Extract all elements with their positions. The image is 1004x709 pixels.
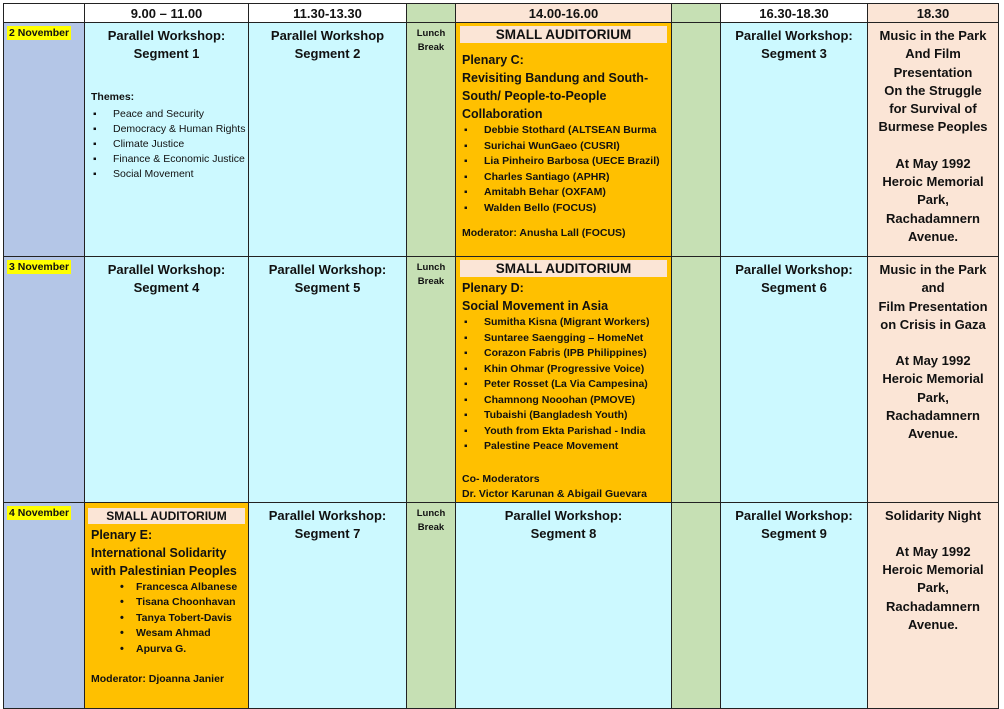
venue-line: At May 1992 — [895, 543, 971, 559]
venue-line: Heroic Memorial — [882, 371, 984, 387]
theme-item: ▪ Climate Justice — [113, 137, 248, 152]
speaker-item: ▪ Surichai WunGaeo (CUSRI) — [484, 139, 671, 155]
day-row-1 — [4, 23, 999, 257]
theme-item: ▪ Finance & Economic Justice — [113, 152, 248, 167]
day-row-2 — [4, 257, 999, 503]
plenary-title: International Solidarity with Palestinian Peoples — [91, 545, 237, 578]
venue-line: At May 1992 — [895, 353, 971, 369]
break-cell — [672, 257, 721, 503]
header-time-3: 14.00-16.00 — [456, 4, 672, 23]
break-cell — [672, 502, 721, 708]
speaker-item: ▪ Peter Rosset (La Via Campesina) — [484, 377, 671, 393]
workshop-cell — [249, 257, 407, 503]
moderator-label: Co- Moderators — [462, 472, 540, 485]
speaker-item: ▪ Suntaree Saengging – HomeNet — [484, 331, 671, 347]
workshop-segment: Segment 2 — [294, 46, 361, 61]
workshop-segment: Segment 3 — [761, 46, 827, 61]
lunch-label — [407, 503, 455, 535]
event-line: And Film — [905, 46, 961, 62]
workshop-title — [249, 257, 406, 297]
lunch-cell — [407, 23, 456, 257]
evening-cell — [868, 502, 999, 708]
theme-item: ▪ Democracy & Human Rights — [113, 122, 248, 137]
moderator: Moderator: Anusha Lall (FOCUS) — [462, 227, 626, 239]
header-time-5: 18.30 — [868, 4, 999, 23]
workshop-heading: Parallel Workshop: — [735, 28, 853, 43]
date-cell — [4, 23, 85, 257]
workshop-cell — [721, 257, 868, 503]
speaker-item: ▪ Walden Bello (FOCUS) — [484, 201, 671, 217]
event-line: on Crisis in Gaza — [880, 316, 986, 332]
plenary-heading — [85, 526, 248, 580]
speaker-item: ▪ Corazon Fabris (IPB Philippines) — [484, 346, 671, 362]
venue-line: At May 1992 — [895, 155, 971, 171]
moderator: Dr. Victor Karunan & Abigail Guevara — [462, 487, 647, 500]
speaker-list — [456, 123, 671, 216]
event-line: and — [921, 280, 945, 296]
auditorium-label: SMALL AUDITORIUM — [460, 26, 667, 43]
event-line: On the Struggle — [884, 82, 982, 98]
break-cell — [672, 23, 721, 257]
speaker-list — [456, 315, 671, 455]
header-lunch-blank — [407, 4, 456, 23]
workshop-title — [249, 23, 406, 63]
venue-line: Heroic Memorial — [882, 562, 984, 578]
venue-line: Rachadamnern — [886, 210, 980, 226]
event-line: Burmese Peoples — [878, 119, 988, 135]
speaker-item: ▪ Khin Ohmar (Progressive Voice) — [484, 362, 671, 378]
event-line: Solidarity Night — [884, 507, 982, 523]
workshop-cell — [456, 502, 672, 708]
workshop-heading: Parallel Workshop: — [735, 262, 853, 277]
workshop-cell — [249, 502, 407, 708]
date-cell — [4, 502, 85, 708]
moderator: Moderator: Djoanna Janier — [91, 673, 225, 685]
lunch-line: Lunch — [416, 262, 446, 273]
event-line: for Survival of — [889, 101, 977, 117]
speaker-item: ▪ Chamnong Nooohan (PMOVE) — [484, 393, 671, 409]
plenary-cell — [456, 23, 672, 257]
workshop-heading: Parallel Workshop: — [107, 262, 226, 277]
speaker-item: • Wesam Ahmad — [136, 626, 248, 642]
workshop-heading: Parallel Workshop: — [735, 507, 853, 523]
header-blank — [4, 4, 85, 23]
plenary-name: Plenary E: — [91, 527, 153, 542]
venue-line: Park, — [917, 192, 949, 208]
venue-line: Avenue. — [907, 228, 959, 244]
speaker-item: ▪ Lia Pinheiro Barbosa (UECE Brazil) — [484, 154, 671, 170]
speaker-item: ▪ Debbie Stothard (ALTSEAN Burma — [484, 123, 671, 139]
speaker-item: • Apurva G. — [136, 642, 248, 658]
event-line: Presentation — [893, 64, 973, 80]
plenary-name: Plenary C: — [462, 53, 524, 67]
header-row — [4, 4, 999, 23]
speaker-item: ▪ Amitabh Behar (OXFAM) — [484, 185, 671, 201]
theme-item: ▪ Social Movement — [113, 167, 248, 182]
theme-item: ▪ Peace and Security — [113, 107, 248, 122]
workshop-heading: Parallel Workshop — [270, 28, 385, 43]
auditorium-label: SMALL AUDITORIUM — [460, 260, 667, 277]
header-break-blank — [672, 4, 721, 23]
evening-event — [868, 503, 998, 635]
workshop-cell — [249, 23, 407, 257]
plenary-name: Plenary D: — [462, 281, 524, 295]
speaker-list — [85, 580, 248, 658]
speaker-item: • Tanya Tobert-Davis — [136, 611, 248, 627]
workshop-title — [721, 257, 867, 297]
lunch-label — [407, 23, 455, 55]
speaker-item: • Tisana Choonhavan — [136, 595, 248, 611]
plenary-heading — [456, 279, 671, 315]
workshop-cell — [85, 23, 249, 257]
workshop-segment: Segment 4 — [133, 280, 200, 295]
event-line: Music in the Park — [879, 28, 987, 43]
lunch-line: Lunch — [416, 28, 446, 39]
workshop-segment: Segment 1 — [133, 46, 200, 61]
date-label: 4 November — [9, 506, 70, 519]
workshop-cell — [721, 23, 868, 257]
workshop-segment: Segment 7 — [294, 525, 361, 541]
break-line: Break — [417, 521, 445, 533]
date-cell — [4, 257, 85, 503]
workshop-title — [85, 23, 248, 63]
workshop-cell — [85, 257, 249, 503]
workshop-heading: Parallel Workshop: — [268, 262, 387, 277]
workshop-title — [721, 23, 867, 63]
venue-line: Avenue. — [907, 426, 959, 442]
plenary-title: Revisiting Bandung and South-South/ People-to-People Collaboration — [462, 71, 649, 121]
workshop-title — [85, 257, 248, 297]
venue-line: Park, — [917, 389, 949, 405]
speaker-item: ▪ Sumitha Kisna (Migrant Workers) — [484, 315, 671, 331]
evening-cell — [868, 257, 999, 503]
date-label: 3 November — [9, 261, 70, 273]
workshop-title — [249, 503, 406, 543]
break-line: Break — [417, 42, 445, 53]
lunch-line: Lunch — [416, 507, 446, 519]
workshop-segment: Segment 9 — [761, 525, 827, 541]
venue-line: Avenue. — [907, 616, 959, 632]
workshop-segment: Segment 6 — [761, 280, 827, 295]
evening-cell — [868, 23, 999, 257]
speaker-item: ▪ Palestine Peace Movement — [484, 439, 671, 455]
workshop-title — [721, 503, 867, 543]
workshop-cell — [721, 502, 868, 708]
venue-line: Rachadamnern — [886, 598, 980, 614]
plenary-cell — [456, 257, 672, 503]
plenary-cell — [85, 502, 249, 708]
workshop-title — [456, 503, 671, 543]
venue-line: Heroic Memorial — [882, 174, 984, 190]
themes-list — [85, 107, 248, 182]
lunch-cell — [407, 257, 456, 503]
event-line: Music in the Park — [879, 262, 987, 277]
date-label: 2 November — [9, 27, 70, 39]
header-time-1: 9.00 – 11.00 — [85, 4, 249, 23]
event-line: Film Presentation — [878, 298, 988, 314]
venue-line: Park, — [917, 580, 949, 596]
speaker-item: • Francesca Albanese — [136, 580, 248, 596]
auditorium-label: SMALL AUDITORIUM — [88, 508, 245, 524]
workshop-segment: Segment 8 — [530, 525, 597, 541]
workshop-heading: Parallel Workshop: — [107, 28, 226, 43]
speaker-item: ▪ Tubaishi (Bangladesh Youth) — [484, 408, 671, 424]
plenary-title: Social Movement in Asia — [462, 299, 609, 313]
evening-event — [868, 23, 998, 246]
speaker-item: ▪ Charles Santiago (APHR) — [484, 170, 671, 186]
schedule-table — [3, 3, 999, 709]
header-time-4: 16.30-18.30 — [721, 4, 868, 23]
themes-heading: Themes: — [91, 91, 135, 103]
workshop-heading: Parallel Workshop: — [268, 507, 387, 523]
day-row-3 — [4, 502, 999, 708]
evening-event — [868, 257, 998, 444]
venue-line: Rachadamnern — [886, 408, 980, 424]
workshop-heading: Parallel Workshop: — [504, 507, 623, 523]
lunch-label — [407, 257, 455, 289]
speaker-item: ▪ Youth from Ekta Parishad - India — [484, 424, 671, 440]
header-time-2: 11.30-13.30 — [249, 4, 407, 23]
workshop-segment: Segment 5 — [294, 280, 361, 295]
break-line: Break — [417, 276, 445, 287]
plenary-heading — [456, 51, 671, 123]
lunch-cell — [407, 502, 456, 708]
